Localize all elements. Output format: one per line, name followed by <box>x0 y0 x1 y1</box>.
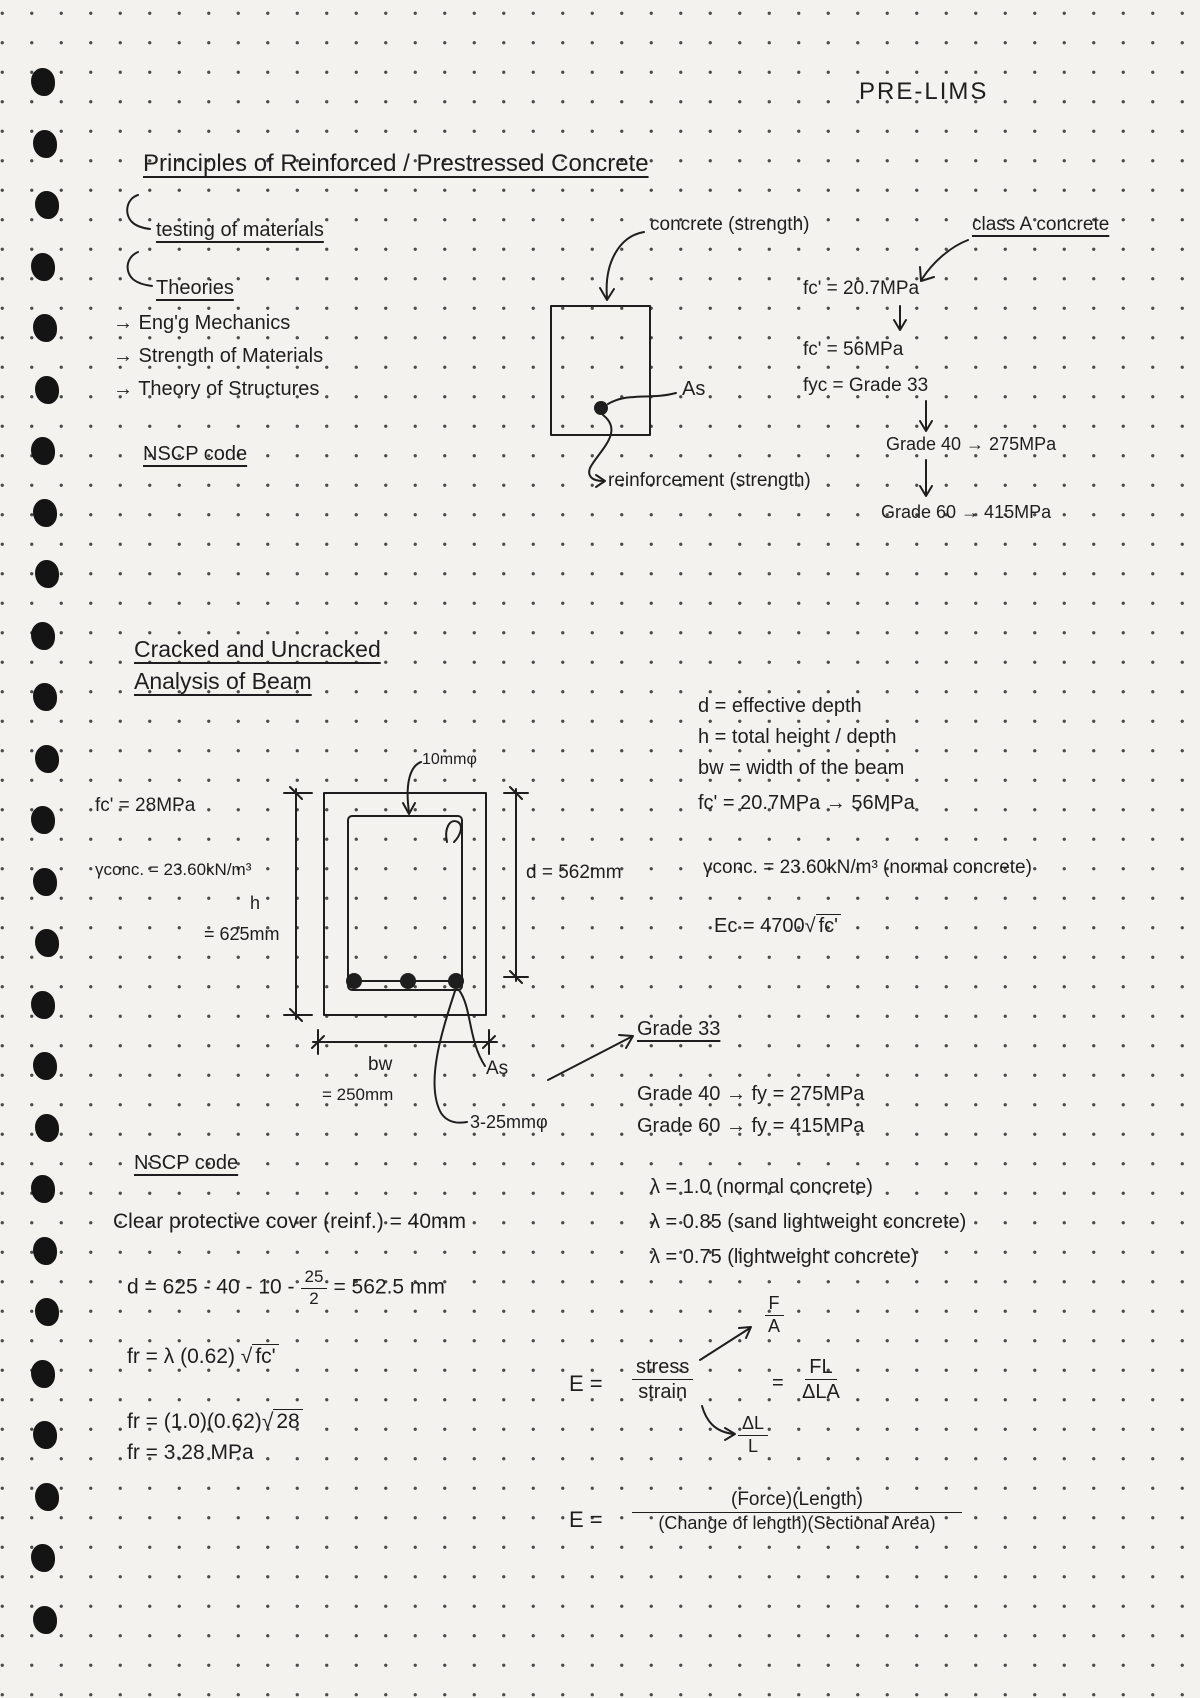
ec-formula <box>714 915 841 938</box>
ec-radicand: fc' <box>816 914 841 937</box>
definition-item: bw = width of the beam <box>698 757 905 779</box>
binding-hole <box>35 929 59 957</box>
stress-term: stress <box>632 1356 693 1380</box>
rebar-2 <box>400 973 416 989</box>
fc-max-value: fc' = 56MPa <box>803 339 904 360</box>
f-over-a-fraction <box>764 1294 784 1337</box>
strain-term: strain <box>638 1381 688 1403</box>
testing-label: testing of materials <box>156 219 324 241</box>
sqrt-symbol: √ <box>261 1410 274 1433</box>
binding-hole <box>31 437 55 465</box>
binding-hole <box>35 560 59 588</box>
force-length-fraction <box>632 1490 962 1534</box>
brace-testing <box>127 195 150 229</box>
lambda-item: λ = 0.75 (lightweight concrete) <box>650 1246 918 1268</box>
d-calc-denominator: 2 <box>309 1288 319 1308</box>
binding-hole <box>35 376 59 404</box>
fr-sub-radicand: 28 <box>273 1409 302 1433</box>
binding-hole <box>33 683 57 711</box>
l-term: L <box>748 1435 759 1456</box>
fr-substitution <box>127 1410 303 1434</box>
fl-term: FL <box>805 1356 836 1380</box>
fl-dla-fraction <box>798 1356 844 1403</box>
force-length-term: (Force)(Length) <box>632 1490 962 1513</box>
beam-as-label: As <box>486 1058 509 1079</box>
binding-hole <box>31 622 55 650</box>
fr-result: fr = 3.28 MPa <box>127 1441 254 1464</box>
definition-item: h = total height / depth <box>698 726 897 748</box>
stress-arrow <box>700 1328 750 1360</box>
bars-label: 3-25mmφ <box>470 1112 548 1132</box>
definition-item: fc' = 20.7MPa → 56MPa <box>698 792 915 814</box>
binding-hole <box>33 499 57 527</box>
binding-hole <box>35 191 59 219</box>
fr-formula-radicand: fc' <box>252 1344 278 1368</box>
d-label: d = 562mm <box>526 862 622 883</box>
definition-item: d = effective depth <box>698 695 862 717</box>
page-header: PRE-LIMS <box>859 78 989 105</box>
grade-33-arrow <box>548 1037 631 1080</box>
concrete-strength-label: concrete (strength) <box>650 214 810 235</box>
binding-hole <box>31 1175 55 1203</box>
binding-hole <box>33 1606 57 1634</box>
brace-theories <box>128 252 152 286</box>
reinforcement-strength-label: reinforcement (strength) <box>608 470 811 491</box>
fr-formula-prefix: fr = λ (0.62) <box>127 1345 235 1368</box>
binding-hole <box>31 253 55 281</box>
binding-hole <box>33 314 57 342</box>
dl-over-l-fraction <box>738 1414 768 1457</box>
equals-sign: = <box>772 1372 784 1394</box>
binding-hole <box>33 1421 57 1449</box>
section-title: Principles of Reinforced / Prestressed Concrete <box>143 150 649 177</box>
binding-hole <box>35 1114 59 1142</box>
dl-term: ΔL <box>738 1414 768 1436</box>
binding-hole <box>31 1544 55 1572</box>
given-gamma: γconc. = 23.60kN/m³ <box>95 860 252 879</box>
h-label: h <box>250 893 261 913</box>
rebar-1 <box>346 973 362 989</box>
fr-formula <box>127 1345 279 1369</box>
bw-label: bw <box>368 1054 393 1075</box>
class-arrow <box>922 240 968 279</box>
beam-section-title: Cracked and Uncracked <box>134 636 381 662</box>
rebar-3 <box>448 973 464 989</box>
binding-hole <box>33 1237 57 1265</box>
as-leader-beam <box>459 990 485 1066</box>
binding-hole <box>33 1052 57 1080</box>
grade-33-label: Grade 33 <box>637 1018 721 1040</box>
gamma-note: γconc. = 23.60kN/m³ (normal concrete) <box>703 857 1032 878</box>
given-fc: fc' = 28MPa <box>95 795 196 816</box>
h-value: = 625mm <box>204 924 280 944</box>
a-term: A <box>768 1315 781 1336</box>
lambda-item: λ = 0.85 (sand lightweight concrete) <box>650 1211 967 1233</box>
stress-arrowhead <box>739 1327 751 1338</box>
grade-40-value: Grade 40 → 275MPa <box>886 434 1057 454</box>
binding-hole <box>31 806 55 834</box>
modulus-label-2: E = <box>569 1507 603 1532</box>
binding-hole <box>35 745 59 773</box>
beam-section-subtitle: Analysis of Beam <box>134 668 312 694</box>
lambda-item: λ = 1.0 (normal concrete) <box>650 1176 873 1198</box>
stress-strain-fraction <box>632 1356 693 1403</box>
sqrt-symbol: √ <box>804 915 816 937</box>
bars-leader <box>435 991 467 1123</box>
bw-value: = 250mm <box>322 1085 394 1104</box>
fr-sub-prefix: fr = (1.0)(0.62) <box>127 1410 262 1433</box>
stirrup <box>348 816 462 990</box>
stirrup-label: 10mmφ <box>422 751 477 768</box>
theory-item: → Strength of Materials <box>113 345 324 367</box>
rebar-dot <box>594 401 608 415</box>
grade-60-value: Grade 60 → 415MPa <box>881 502 1052 522</box>
binding-hole <box>35 1483 59 1511</box>
ec-prefix: Ec = 4700 <box>714 915 805 937</box>
sqrt-symbol: √ <box>240 1345 253 1368</box>
d-calc-numerator: 25 <box>301 1268 328 1289</box>
d-calculation <box>127 1268 445 1308</box>
binding-hole <box>31 1360 55 1388</box>
theories-label: Theories <box>156 277 234 299</box>
nscp-code-label: NSCP code <box>143 443 248 465</box>
binding-hole <box>31 991 55 1019</box>
concrete-section-box <box>551 306 650 435</box>
d-calc-rhs: = 562.5 mm <box>333 1275 445 1299</box>
as-label: As <box>682 378 706 400</box>
f-term: F <box>765 1294 784 1316</box>
d-calc-fraction <box>301 1268 328 1308</box>
modulus-label: E = <box>569 1371 603 1396</box>
theory-item: → Theory of Structures <box>113 378 320 400</box>
binding-hole <box>35 1298 59 1326</box>
class-a-concrete-label: class A concrete <box>972 214 1110 235</box>
fyc-value: fyc = Grade 33 <box>803 375 929 396</box>
d-calc-lhs: d = 625 - 40 - 10 - <box>127 1275 295 1299</box>
h-dimension-ticks <box>284 787 312 1021</box>
steel-grade-40: Grade 40 → fy = 275MPa <box>637 1083 865 1105</box>
change-area-term: (Change of length)(Sectional Area) <box>658 1512 936 1533</box>
stirrup-hook <box>446 821 461 842</box>
binding-hole <box>33 868 57 896</box>
dla-term: ΔLA <box>802 1381 840 1403</box>
concrete-arrow <box>607 232 644 298</box>
binding-hole <box>31 68 55 96</box>
steel-grade-60: Grade 60 → fy = 415MPa <box>637 1115 865 1137</box>
as-leader <box>608 393 676 404</box>
fc-min-value: fc' = 20.7MPa <box>803 278 920 299</box>
nscp-code-heading: NSCP code <box>134 1152 239 1174</box>
clear-cover-text: Clear protective cover (reinf.) = 40mm <box>113 1210 467 1233</box>
theory-item: → Eng'g Mechanics <box>113 312 291 334</box>
binding-hole <box>33 130 57 158</box>
